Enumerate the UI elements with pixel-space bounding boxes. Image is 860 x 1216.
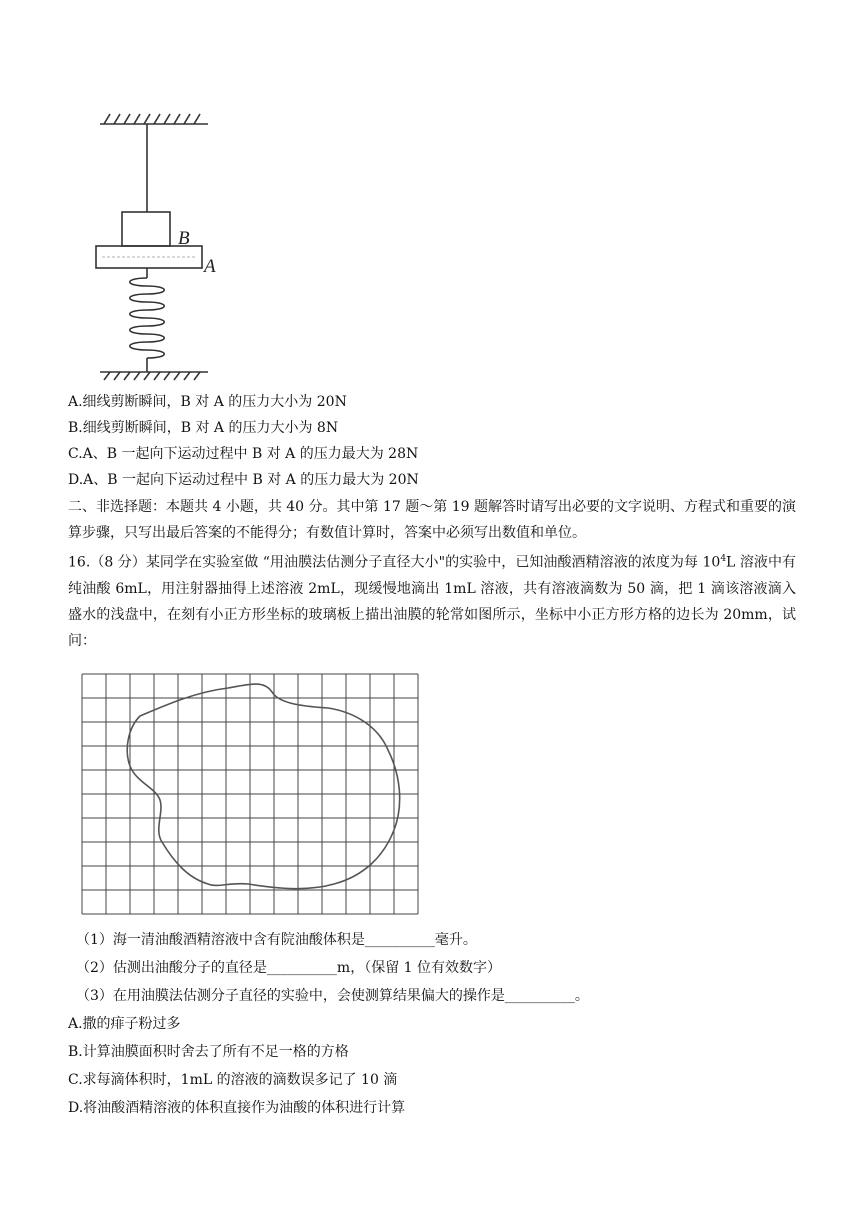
sub3-text: （3）在用油膜法估测分子直径的实验中，会使测算结果偏大的操作是 xyxy=(76,988,505,1004)
sub1-text: （1）海一清油酸酒精溶液中含有院油酸体积是 xyxy=(76,932,365,948)
oil-film-outline xyxy=(127,684,399,889)
label-a: A xyxy=(204,256,216,277)
square-grid xyxy=(82,674,418,914)
option-b: B.细线剪断瞬间，B 对 A 的压力大小为 8N xyxy=(68,420,339,436)
stem-superscript: 4 xyxy=(720,554,727,564)
q16-option-b: B.计算油膜面积时舍去了所有不足一格的方格 xyxy=(68,1044,349,1060)
stem-part-a: 16.（8 分）某同学在实验室做 “用油膜法估测分子直径大小"的实验中，已知油酸酒精溶液的浓度为每 10 xyxy=(68,554,721,571)
block-b xyxy=(122,212,170,246)
spring xyxy=(130,278,165,358)
sub2-unit: m，（保留 1 位有效数字） xyxy=(336,960,502,976)
q16-option-c: C.求每滴体积时，1mL 的溶液的滴数误多记了 10 滴 xyxy=(68,1072,398,1088)
option-d: D.A、B 一起向下运动过程中 B 对 A 的压力最大为 20N xyxy=(68,472,419,488)
sub-question-2 xyxy=(76,958,501,978)
blank-2[interactable]: __________ xyxy=(266,960,337,976)
section-heading: 二、非选择题：本题共 4 小题，共 40 分。其中第 17 题～第 19 题解答时请写出必要的文字说明、方程式和重要的演算步骤，只写出最后答案的不能得分；有数值计算时，答案中必须写出数值和单位。 xyxy=(68,499,796,541)
question-16-stem xyxy=(68,546,796,654)
option-c: C.A、B 一起向下运动过程中 B 对 A 的压力最大为 28N xyxy=(68,446,419,462)
option-a: A.细线剪断瞬间，B 对 A 的压力大小为 20N xyxy=(68,394,347,410)
ceiling-hatch xyxy=(104,114,200,124)
sub3-end: 。 xyxy=(574,988,589,1004)
sub1-unit: 毫升。 xyxy=(434,932,477,948)
q16-option-d: D.将油酸酒精溶液的体积直接作为油酸的体积进行计算 xyxy=(68,1100,406,1116)
blank-3[interactable]: __________ xyxy=(504,988,575,1004)
blank-1[interactable]: __________ xyxy=(364,932,435,948)
spring-blocks-figure xyxy=(92,106,216,382)
floor-hatch xyxy=(104,372,200,380)
q16-option-a: A.撒的痱子粉过多 xyxy=(68,1016,181,1032)
sub-question-1 xyxy=(76,930,477,950)
oil-film-grid-figure xyxy=(78,670,422,918)
sub2-text: （2）估测出油酸分子的直径是 xyxy=(76,960,267,976)
stem-part-b: L 溶液中有纯油酸 6mL，用注射器抽得上述溶液 2mL，现缓慢地滴出 1mL 溶液，共有溶液滴数为 50 滴，把 1 滴该溶液滴入盛水的浅盘中，在刻有小正方形坐标的玻璃板上描出油膜的轮常如图所示，坐标中小正方形方格的边长为 20mm，试问： xyxy=(68,554,796,649)
label-b: B xyxy=(178,228,190,249)
sub-question-3 xyxy=(76,986,589,1006)
